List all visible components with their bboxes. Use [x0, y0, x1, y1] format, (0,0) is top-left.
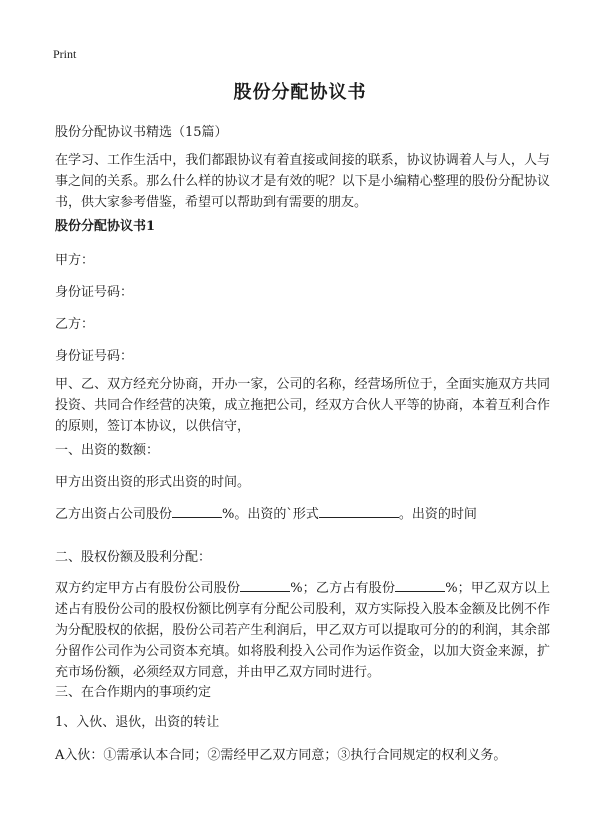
capital-b-text-3: 。出资的时间 — [398, 507, 477, 522]
capital-b-text-2: %。出资的`形式 — [222, 507, 319, 522]
agreement-paragraph: 甲、乙、双方经充分协商，开办一家，公司的名称，经营场所位于，全面实施双方共同投资、共同合作经营的决策，成立拖把公司，经双方合伙人平等的协商，本着互利合作的原则，签订本协议，以供信守， — [55, 377, 550, 434]
item-a: A入伙：①需承认本合同；②需经甲乙双方同意；③执行合同规定的权利义务。 — [55, 748, 507, 763]
intro-paragraph: 在学习、工作生活中，我们都跟协议有着直接或间接的联系，协议协调着人与人，人与事之间的关系。那么什么样的协议才是有效的呢？以下是小编精心整理的股份分配协议书，供大家参考借鉴，希望可以帮助到有需要的朋友。 — [55, 153, 550, 210]
party-b-share-blank — [395, 578, 445, 592]
party-b-label: 乙方： — [55, 317, 95, 332]
share-text-1: 双方约定甲方占有股份公司股份 — [55, 581, 241, 596]
party-a-label: 甲方： — [55, 253, 95, 268]
form-blank — [319, 504, 399, 518]
capital-party-b — [55, 504, 550, 525]
capital-heading: 一、出资的数额： — [55, 443, 160, 458]
id-number-a-label: 身份证号码： — [55, 285, 134, 300]
id-number-b-label: 身份证号码： — [55, 349, 134, 364]
share-paragraph — [55, 578, 550, 683]
document-subtitle: 股份分配协议书精选（15篇） — [55, 125, 228, 140]
share-text-3: %；甲乙双方以上述占有股份公司的股权份额比例享有分配公司股利，双方实际投入股本金额及比例不作为分配股权的依据，股份公司若产生利润后，甲乙双方可以提取可分的的利润，其余部分留作公司作为公司资本充填。如将股利投入公司作为运作资金，以加大资金来源，扩充市场份额，必须经双方同意，并由甲乙双方同时进行。 — [55, 581, 550, 680]
share-percent-blank — [172, 504, 222, 518]
share-text-2: %；乙方占有股份 — [290, 581, 396, 596]
capital-party-a: 甲方出资出资的形式出资的时间。 — [55, 475, 251, 490]
section-heading: 股份分配协议书1 — [55, 219, 156, 234]
share-heading: 二、股权份额及股利分配： — [55, 550, 212, 565]
document-title: 股份分配协议书 — [233, 82, 367, 103]
party-a-share-blank — [240, 578, 290, 592]
print-link[interactable]: Print — [53, 47, 77, 61]
matters-heading: 三、在合作期内的事项约定 — [55, 685, 212, 700]
item-1: 1、入伙、退伙，出资的转让 — [55, 715, 220, 730]
capital-b-text-1: 乙方出资占公司股份 — [55, 507, 173, 522]
